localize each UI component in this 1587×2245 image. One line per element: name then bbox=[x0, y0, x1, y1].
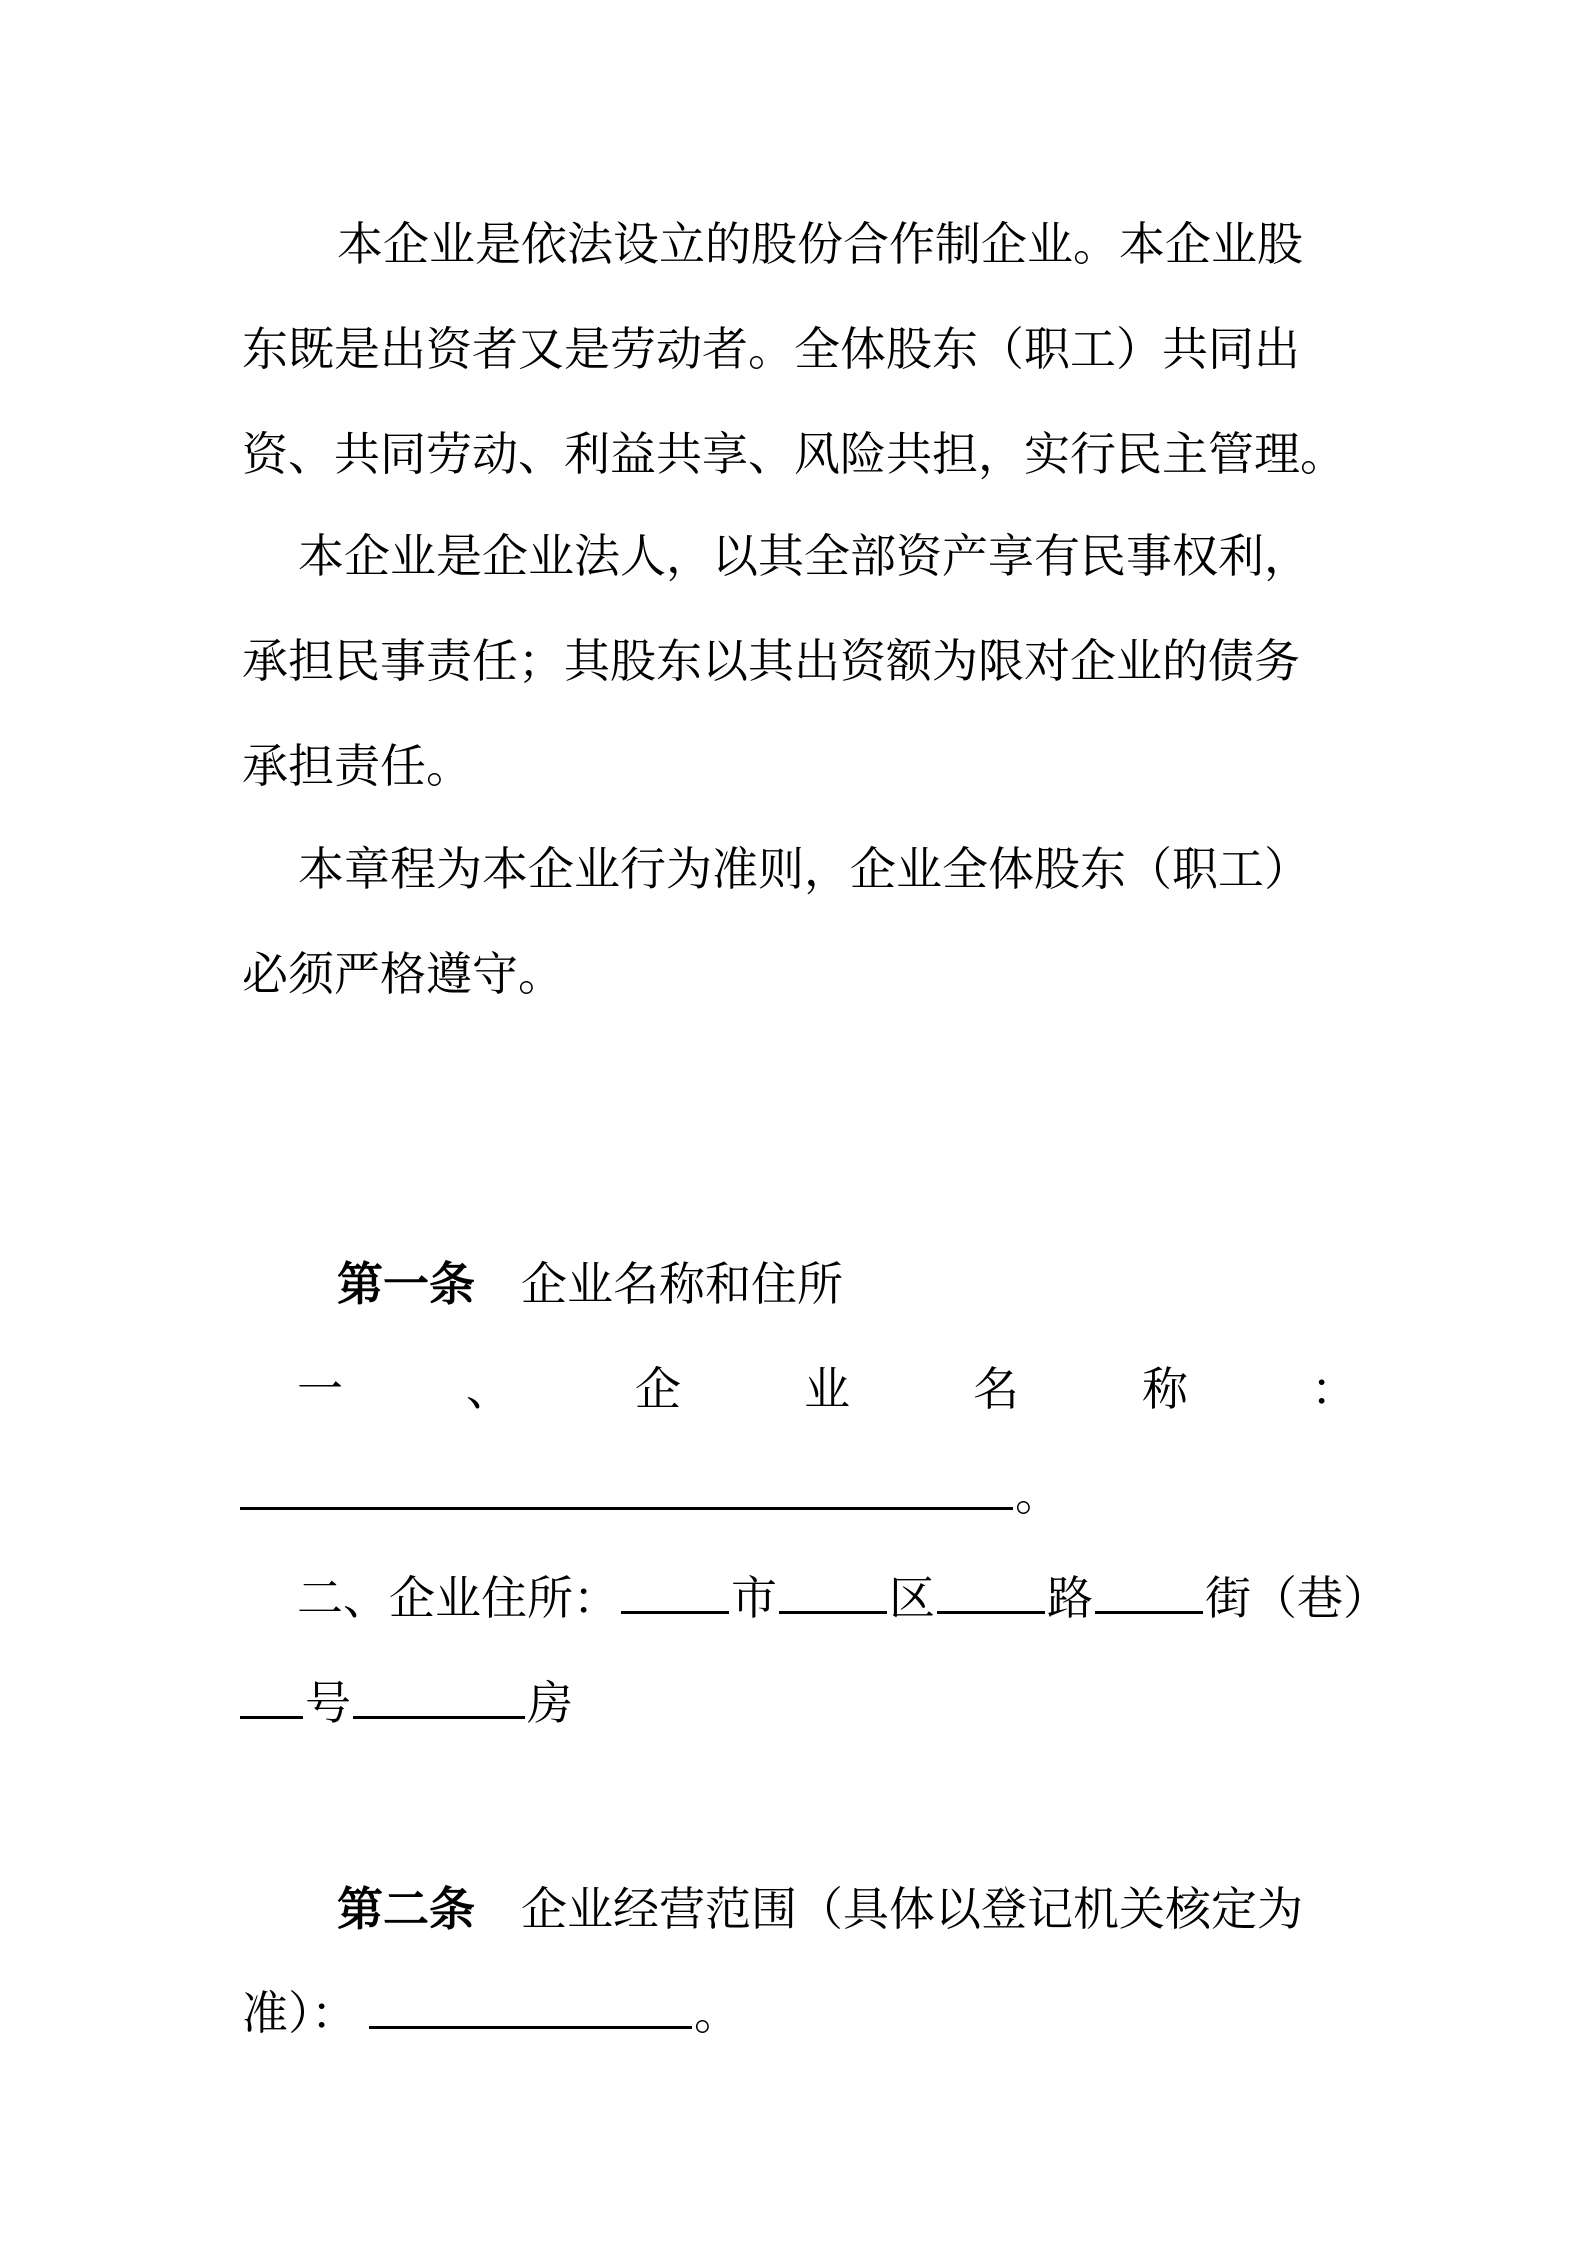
street-blank[interactable] bbox=[1095, 1571, 1203, 1614]
enterprise-name-blank[interactable] bbox=[240, 1467, 1013, 1510]
spread-char: 业 bbox=[804, 1362, 850, 1416]
intro-p1-line-1: 本企业是依法设立的股份合作制企业。本企业股 bbox=[337, 217, 1303, 271]
article-1-label: 第一条 bbox=[337, 1257, 475, 1311]
district-blank[interactable] bbox=[779, 1571, 887, 1614]
item-1-enterprise-name-label bbox=[297, 1361, 1357, 1421]
spread-char: 、 bbox=[466, 1362, 512, 1416]
article-1-heading bbox=[337, 1256, 1447, 1316]
intro-p1-line-3: 资、共同劳动、利益共享、风险共担，实行民主管理。 bbox=[242, 427, 1346, 481]
intro-p1-line-2: 东既是出资者又是劳动者。全体股东（职工）共同出 bbox=[242, 322, 1300, 376]
intro-p2-line-2: 承担民事责任；其股东以其出资额为限对企业的债务 bbox=[242, 634, 1300, 688]
business-scope-blank[interactable] bbox=[369, 1986, 692, 2029]
intro-p3-line-1: 本章程为本企业行为准则，企业全体股东（职工） bbox=[298, 842, 1310, 896]
street-label: 街（巷） bbox=[1205, 1571, 1389, 1625]
road-label: 路 bbox=[1047, 1571, 1093, 1625]
spread-char: 名 bbox=[973, 1362, 1019, 1416]
address-prefix: 二、企业住所： bbox=[297, 1571, 619, 1625]
item-2-address-line-2 bbox=[240, 1675, 1350, 1735]
item-1-enterprise-name-field-line bbox=[240, 1466, 1350, 1526]
item-2-enterprise-address bbox=[297, 1570, 1407, 1630]
number-blank[interactable] bbox=[240, 1676, 303, 1719]
district-label: 区 bbox=[889, 1571, 935, 1625]
intro-p3-line-2: 必须严格遵守。 bbox=[242, 947, 564, 1001]
intro-p2-line-1: 本企业是企业法人，以其全部资产享有民事权利， bbox=[298, 529, 1310, 583]
city-blank[interactable] bbox=[621, 1571, 729, 1614]
article-2-title: 企业经营范围（具体以登记机关核定为 bbox=[521, 1882, 1303, 1936]
article-2-continuation: 准）： bbox=[242, 1986, 357, 2040]
road-blank[interactable] bbox=[937, 1571, 1045, 1614]
room-blank[interactable] bbox=[353, 1676, 525, 1719]
number-label: 号 bbox=[305, 1676, 351, 1730]
article-2-continuation-line bbox=[242, 1985, 1352, 2045]
city-label: 市 bbox=[731, 1571, 777, 1625]
period: 。 bbox=[1015, 1467, 1061, 1521]
room-label: 房 bbox=[527, 1676, 573, 1730]
spread-char: 一 bbox=[297, 1362, 343, 1416]
article-2-label: 第二条 bbox=[337, 1882, 475, 1936]
article-1-title: 企业名称和住所 bbox=[521, 1257, 843, 1311]
intro-p2-line-3: 承担责任。 bbox=[242, 739, 472, 793]
spread-char: 称 bbox=[1142, 1362, 1188, 1416]
spread-char: ： bbox=[1311, 1362, 1357, 1416]
spread-char: 企 bbox=[635, 1362, 681, 1416]
article-2-heading bbox=[337, 1881, 1447, 1941]
period: 。 bbox=[694, 1986, 740, 2040]
